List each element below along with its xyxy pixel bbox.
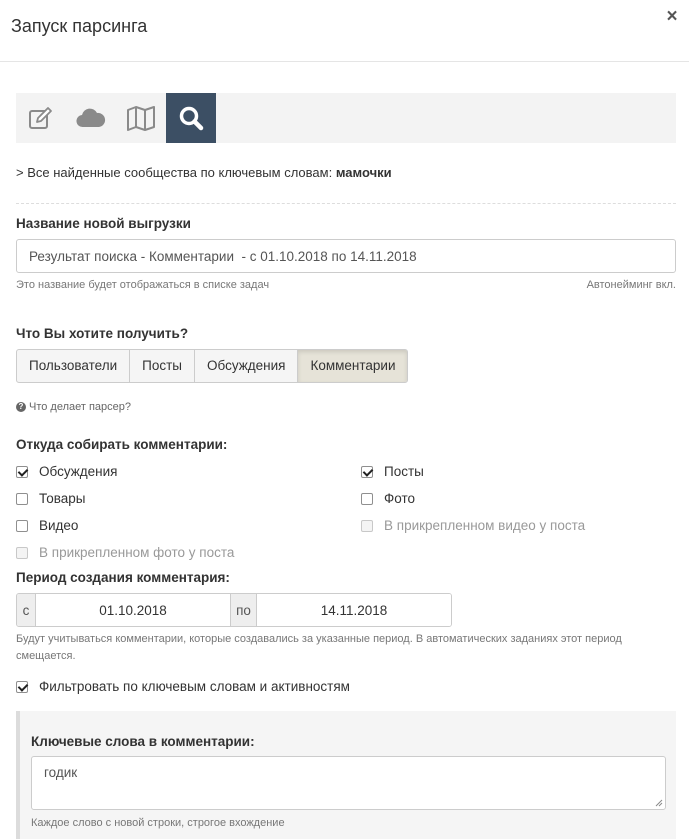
checkbox-label: Товары: [39, 491, 86, 506]
export-name-hint: Это название будет отображаться в списке задач: [16, 279, 270, 291]
parser-help-text: Что делает парсер?: [29, 401, 132, 413]
keywords-label: Ключевые слова в комментарии:: [31, 734, 255, 749]
parser-help-link[interactable]: [16, 401, 131, 413]
source-attached-video-checkbox: [361, 518, 585, 533]
source-attached-photo-checkbox: [16, 545, 234, 560]
dialog-header: [0, 0, 689, 62]
checkbox-box: [16, 547, 28, 559]
checkbox-box: [361, 520, 373, 532]
option-discussions-button[interactable]: Обсуждения: [195, 350, 298, 382]
export-name-input[interactable]: [16, 239, 676, 273]
checkbox-label: Фильтровать по ключевым словам и активностям: [39, 679, 350, 694]
period-hint-continued: смещается.: [16, 650, 76, 662]
period-from-input[interactable]: 01.10.2018: [36, 594, 230, 626]
period-hint: Будут учитываться комментарии, которые создавались за указанные период. В автоматических заданиях этот период: [16, 633, 622, 645]
keywords-value: годик: [44, 765, 78, 780]
search-icon[interactable]: [166, 93, 216, 143]
source-video-checkbox[interactable]: [16, 518, 78, 533]
period-range: [16, 593, 452, 627]
divider: [16, 203, 676, 204]
checkbox-box[interactable]: [361, 466, 373, 478]
edit-icon[interactable]: [16, 93, 66, 143]
source-goods-checkbox[interactable]: [16, 491, 85, 506]
source-discussions-checkbox[interactable]: [16, 464, 117, 479]
checkbox-label: Видео: [39, 518, 79, 533]
map-icon[interactable]: [116, 93, 166, 143]
search-summary-prefix: > Все найденные сообщества по ключевым словам:: [16, 165, 336, 180]
search-keyword: мамочки: [335, 165, 392, 180]
parser-type-toolbar: [16, 93, 676, 143]
keywords-textarea[interactable]: [31, 756, 666, 810]
checkbox-label: Посты: [384, 464, 424, 479]
source-posts-checkbox[interactable]: [361, 464, 424, 479]
option-posts-button[interactable]: Посты: [130, 350, 195, 382]
dialog-title: Запуск парсинга: [11, 16, 148, 36]
resize-handle-icon[interactable]: [655, 799, 663, 807]
what-label: Что Вы хотите получить?: [16, 326, 189, 341]
checkbox-label: Обсуждения: [39, 464, 118, 479]
checkbox-box[interactable]: [16, 520, 28, 532]
checkbox-box[interactable]: [16, 681, 28, 693]
checkbox-label: В прикрепленном фото у поста: [39, 545, 235, 560]
period-to-label: по: [230, 594, 257, 626]
checkbox-label: Фото: [384, 491, 416, 506]
period-from-label: с: [17, 594, 36, 626]
option-comments-button[interactable]: Комментарии: [298, 350, 407, 382]
question-icon: ?: [16, 402, 26, 412]
checkbox-label: В прикрепленном видео у поста: [384, 518, 586, 533]
period-label: Период создания комментария:: [16, 570, 230, 585]
sources-label: Откуда собирать комментарии:: [16, 437, 228, 452]
cloud-icon[interactable]: [66, 93, 116, 143]
checkbox-box[interactable]: [361, 493, 373, 505]
autonaming-toggle[interactable]: Автонейминг вкл.: [586, 279, 676, 291]
search-summary: [16, 165, 392, 180]
option-users-button[interactable]: Пользователи: [17, 350, 130, 382]
checkbox-box[interactable]: [16, 466, 28, 478]
period-to-input[interactable]: 14.11.2018: [257, 594, 451, 626]
export-name-label: Название новой выгрузки: [16, 216, 191, 231]
keywords-hint: Каждое слово с новой строки, строгое вхождение: [31, 817, 285, 829]
source-photo-checkbox[interactable]: [361, 491, 415, 506]
checkbox-box[interactable]: [16, 493, 28, 505]
close-icon[interactable]: ×: [666, 6, 678, 27]
filter-keywords-checkbox[interactable]: [16, 679, 350, 694]
result-type-group: [16, 349, 408, 383]
